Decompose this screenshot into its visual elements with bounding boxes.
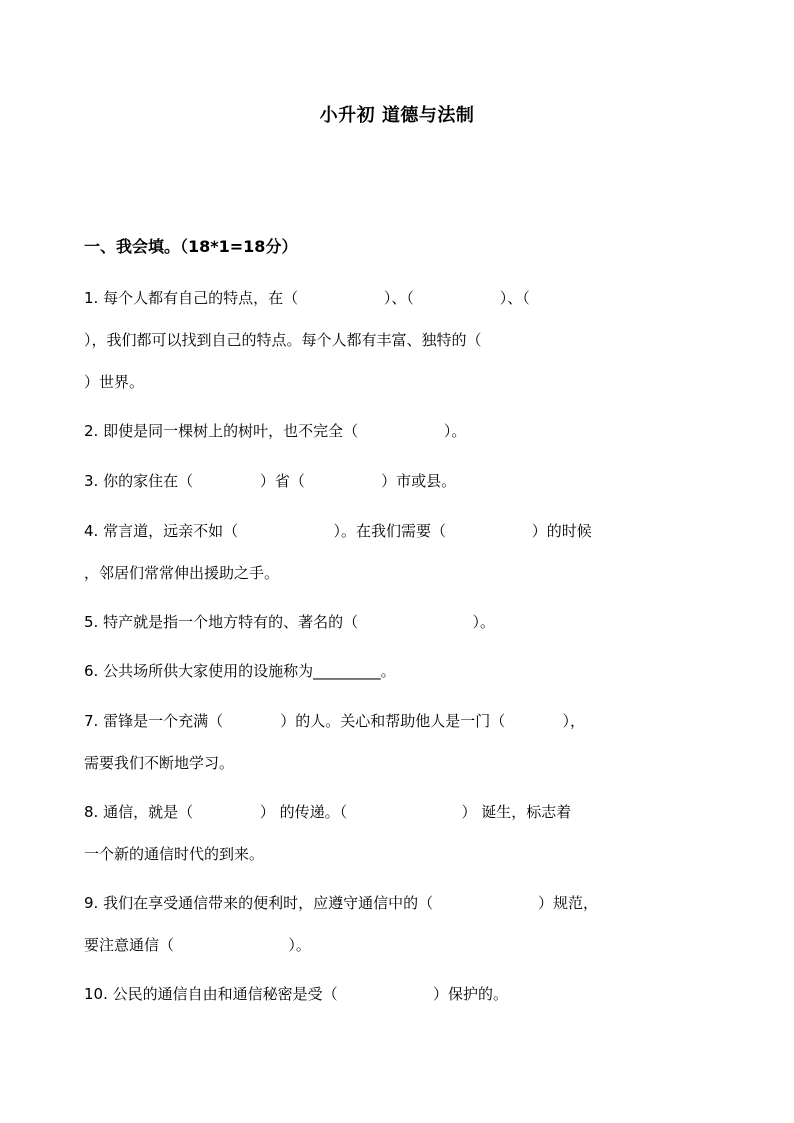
question-8-line-1: 8. 通信，就是（ ） 的传递。（ ） 诞生，标志着 — [84, 803, 572, 821]
question-9-line-1: 9. 我们在享受通信带来的便利时，应遵守通信中的（ ）规范， — [84, 894, 598, 912]
question-4-line-1: 4. 常言道，远亲不如（ ）。在我们需要（ ）的时候 — [84, 522, 592, 540]
question-10-line-1: 10. 公民的通信自由和通信秘密是受（ ）保护的。 — [84, 985, 508, 1003]
question-1-line-3: ）世界。 — [84, 373, 145, 391]
section-heading: 一、我会填。（18*1=18分） — [84, 237, 298, 256]
question-1-line-1: 1. 每个人都有自己的特点，在（ ）、（ ）、（ — [84, 289, 530, 307]
question-4-line-2: ，邻居们常常伸出援助之手。 — [84, 564, 280, 582]
question-1-line-2: ），我们都可以找到自己的特点。每个人都有丰富、独特的（ — [84, 331, 482, 349]
question-6-line-1: 6. 公共场所供大家使用的设施称为_________。 — [84, 662, 396, 680]
question-9-line-2: 要注意通信（ ）。 — [84, 936, 311, 954]
page-title: 小升初 道德与法制 — [319, 105, 475, 126]
question-7-line-2: 需要我们不断地学习。 — [84, 754, 235, 772]
question-3-line-1: 3. 你的家住在（ ）省（ ）市或县。 — [84, 472, 457, 490]
question-8-line-2: 一个新的通信时代的到来。 — [84, 845, 265, 863]
question-7-line-1: 7. 雷锋是一个充满（ ）的人。关心和帮助他人是一门（ ）， — [84, 712, 586, 730]
question-2-line-1: 2. 即使是同一棵树上的树叶，也不完全（ ）。 — [84, 422, 467, 440]
question-5-line-1: 5. 特产就是指一个地方特有的、著名的（ ）。 — [84, 613, 496, 631]
